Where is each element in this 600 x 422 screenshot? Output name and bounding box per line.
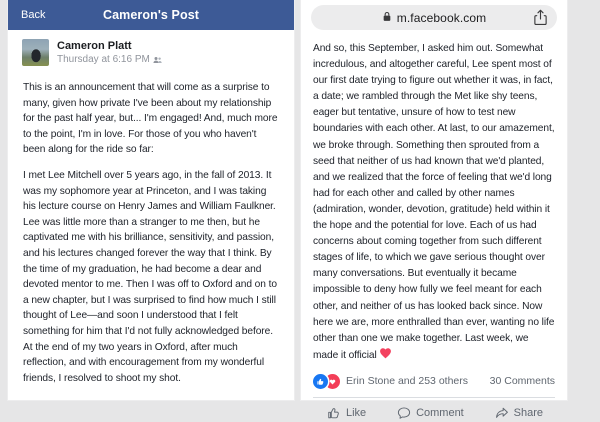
- facebook-post-panel: [8, 0, 294, 400]
- page-title: Cameron's Post: [102, 8, 200, 22]
- comment-button[interactable]: [397, 404, 464, 422]
- avatar[interactable]: [22, 39, 49, 66]
- lock-icon: [382, 11, 392, 25]
- post-continuation: [313, 41, 555, 365]
- url-text: m.facebook.com: [396, 10, 487, 25]
- post-meta: [57, 54, 162, 65]
- facebook-navbar: [8, 0, 294, 30]
- comment-label: Comment: [416, 406, 464, 419]
- like-button[interactable]: [327, 404, 366, 422]
- ios-share-icon[interactable]: [533, 9, 548, 29]
- browser-toolbar: [301, 0, 567, 33]
- like-reaction-icon[interactable]: [313, 374, 328, 389]
- timestamp: Thursday at 6:16 PM: [57, 54, 150, 65]
- post-continuation-text: And so, this September, I asked him out. Somewhat incredulous, and altogether careful, Lee spent most of our first date trying to figure out whether it was, in fact, a date; we rambled through the Met like shy teens, eager but tentative, unsure of how to test new boundaries with each other. At last, to our amazement, we broke through. Something then sprouted from a seed that neither of us had known that we'd planted, and we realized that the force of feeling that we'd long had for each other and called by other names (admiration, wonder, devotion, gratitude) held within it the hope and the potential for love. Each of us had concerns about coming together from such different stages of life, to which we gave serious thought over many conversations. But eventually it became impossible to deny how fully we feel meant for each other, and neither of us has looked back since. Now here we are, more enthralled than ever, wanting no life other than one we make together. Last week, we made it official: [313, 43, 555, 361]
- reaction-summary[interactable]: Erin Stone and 253 others: [346, 375, 469, 388]
- comments-count[interactable]: 30 Comments: [489, 375, 555, 388]
- share-button[interactable]: [495, 404, 543, 422]
- back-button[interactable]: Back: [21, 9, 46, 21]
- post-paragraph-2: I met Lee Mitchell over 5 years ago, in the fall of 2013. It was my sophomore year at Princeton, and I was taking his lecture course on Henry James and William Faulkner. Lee was little more than a stranger to me then, but he captivated me with his brilliance, sensitivity, and passion, and his lectures changed forever the way that I think. By the time of my graduation, he had become a dear and devoted mentor to me. Then I was off to Oxford and on to a new chapter, but I was surprised to find how much I still thought of Lee—and soon I understood that I felt something for him that I'd not fully acknowledged before. At the end of my two years in Oxford, after much reflection, and with encouragement from my wonderful friends, I resolved to shoot my shot.: [23, 169, 277, 384]
- address-bar[interactable]: [311, 5, 557, 30]
- author-name[interactable]: Cameron Platt: [57, 40, 132, 52]
- reactions-bar: [313, 374, 555, 389]
- friends-icon: [153, 56, 162, 64]
- post-header: [8, 30, 294, 68]
- like-label: Like: [346, 406, 367, 419]
- post-actions: [301, 398, 567, 422]
- share-label: Share: [513, 406, 543, 419]
- browser-post-panel: [301, 0, 567, 419]
- post-paragraph-1: This is an announcement that will come as a surprise to many, given how private I've been about my relationship for the past half year, but... I'm engaged! And, much more to the point, I'm in love. For those of you who haven't been along for the ride so far:: [23, 82, 278, 156]
- heart-emoji: [379, 347, 392, 365]
